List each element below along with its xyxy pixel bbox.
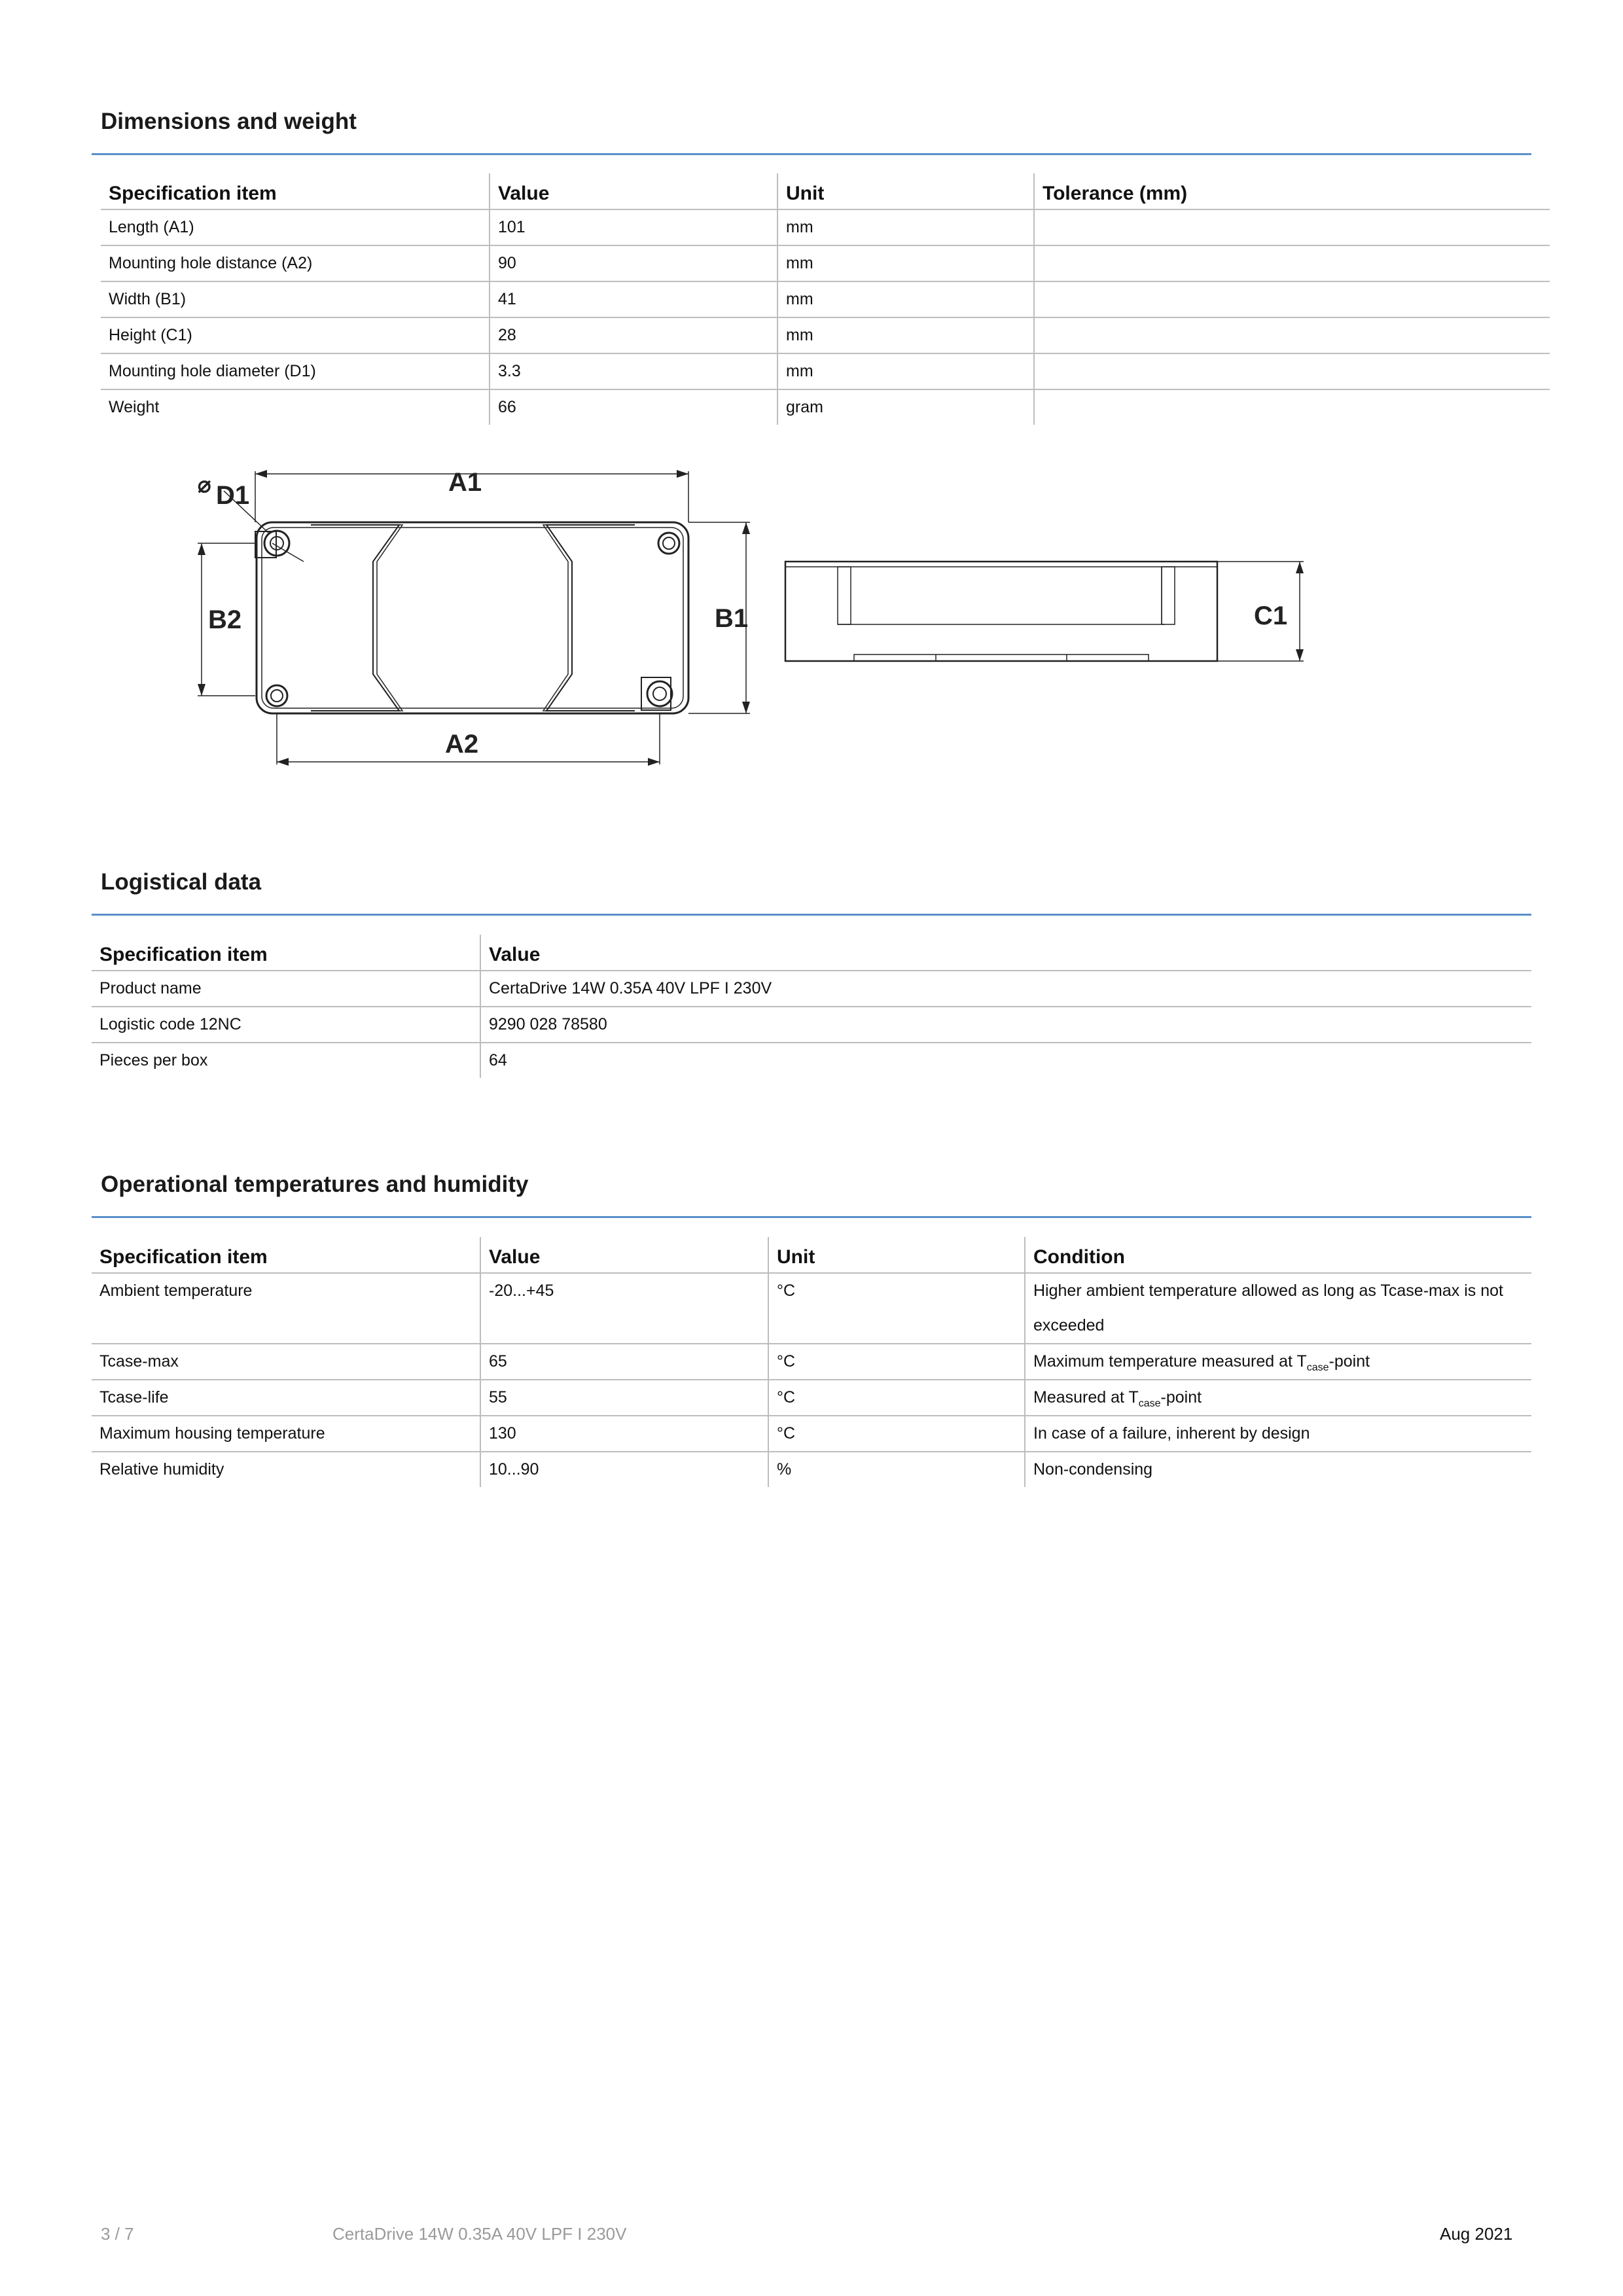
table-cell: Tcase-max <box>92 1344 480 1380</box>
table-cell: Relative humidity <box>99 1460 224 1479</box>
table-cell: Ambient temperature <box>92 1273 480 1344</box>
condition-text: Maximum temperature measured at T <box>1033 1352 1307 1371</box>
dimension-drawing <box>183 452 1322 772</box>
condition-text: Non-condensing <box>1033 1460 1153 1479</box>
table-cell: CertaDrive 14W 0.35A 40V LPF I 230V <box>480 971 1531 1007</box>
table-row <box>101 209 1550 245</box>
table-row <box>92 1344 1531 1380</box>
operational-table <box>92 1237 1531 1487</box>
table-cell: Maximum housing temperature <box>92 1416 480 1452</box>
table-cell <box>1025 1416 1531 1452</box>
table-cell: 10...90 <box>480 1452 768 1487</box>
table-cell: 101 <box>490 209 777 245</box>
table-row <box>92 1273 1531 1344</box>
header-cell: Value <box>490 173 777 209</box>
table-cell: 130 <box>480 1416 768 1452</box>
label-d1: D1 <box>216 481 250 510</box>
logistical-table <box>92 935 1531 1078</box>
table-cell: mm <box>777 353 1034 389</box>
side-view-body <box>785 562 1217 661</box>
condition-text: In case of a failure, inherent by design <box>1033 1424 1310 1443</box>
table-cell: Pieces per box <box>99 1051 208 1069</box>
table-cell: mm <box>777 281 1034 317</box>
label-b2: B2 <box>208 605 242 634</box>
table-cell: mm <box>777 317 1034 353</box>
table-cell: 64 <box>480 1043 1531 1078</box>
table-cell <box>1025 1273 1531 1344</box>
table-row <box>92 1007 1531 1043</box>
table-header-row <box>92 1237 1531 1273</box>
section-title-operational: Operational temperatures and humidity <box>101 1172 529 1197</box>
table-cell: 55 <box>480 1380 768 1416</box>
table-cell <box>1034 209 1550 245</box>
condition-subscript: case <box>1138 1398 1161 1409</box>
table-cell: Mounting hole distance (A2) <box>101 245 490 281</box>
section-title-logistical: Logistical data <box>101 869 262 895</box>
table-cell <box>1025 1452 1531 1487</box>
table-row <box>101 281 1550 317</box>
table-cell <box>1025 1344 1531 1380</box>
header-cell: Unit <box>768 1237 1025 1273</box>
header-cell: Specification item <box>92 1237 480 1273</box>
footer-product-name: CertaDrive 14W 0.35A 40V LPF I 230V <box>332 2224 627 2244</box>
table-cell <box>1034 389 1550 425</box>
table-cell: gram <box>777 389 1034 425</box>
section-rule <box>92 153 1531 155</box>
header-cell: Value <box>480 935 1531 971</box>
table-cell: 41 <box>490 281 777 317</box>
label-a2: A2 <box>445 730 479 759</box>
top-view-body <box>257 522 688 713</box>
condition-text: Measured at T <box>1033 1388 1139 1407</box>
section-rule <box>92 1216 1531 1218</box>
header-cell: Specification item <box>92 935 480 971</box>
table-cell: % <box>768 1452 1025 1487</box>
table-cell: 28 <box>490 317 777 353</box>
table-cell: mm <box>777 245 1034 281</box>
header-cell: Condition <box>1025 1237 1531 1273</box>
table-cell: 65 <box>480 1344 768 1380</box>
table-cell: °C <box>768 1344 1025 1380</box>
table-row <box>101 317 1550 353</box>
table-row <box>101 353 1550 389</box>
table-cell: Logistic code 12NC <box>92 1007 480 1043</box>
table-cell: Length (A1) <box>101 209 490 245</box>
table-cell: mm <box>777 209 1034 245</box>
table-cell <box>1025 1380 1531 1416</box>
dimensions-table <box>101 173 1550 425</box>
table-cell: °C <box>768 1273 1025 1344</box>
table-cell: 3.3 <box>490 353 777 389</box>
header-cell: Value <box>480 1237 768 1273</box>
table-cell <box>1034 245 1550 281</box>
section-title-dimensions: Dimensions and weight <box>101 109 357 134</box>
table-row <box>92 1452 1531 1487</box>
table-header-row <box>92 935 1531 971</box>
table-cell: Tcase-life <box>92 1380 480 1416</box>
condition-suffix: -point <box>1329 1352 1370 1371</box>
table-cell <box>1034 317 1550 353</box>
condition-subscript: case <box>1306 1362 1329 1373</box>
table-cell: 90 <box>490 245 777 281</box>
header-cell: Tolerance (mm) <box>1034 173 1550 209</box>
table-cell: Weight <box>109 398 160 416</box>
table-cell <box>1034 281 1550 317</box>
header-cell: Unit <box>777 173 1034 209</box>
footer-date: Aug 2021 <box>1440 2224 1513 2244</box>
section-rule <box>92 914 1531 916</box>
condition-text: Higher ambient temperature allowed as long as Tcase-max is not exceeded <box>1033 1282 1503 1335</box>
mounting-hole <box>266 685 287 706</box>
mounting-hole <box>647 681 672 706</box>
table-header-row <box>101 173 1550 209</box>
table-row <box>92 1380 1531 1416</box>
label-d1-symbol: ⌀ <box>198 473 211 497</box>
label-b1: B1 <box>715 604 749 633</box>
table-row <box>92 971 1531 1007</box>
header-cell: Specification item <box>101 173 490 209</box>
footer-page-number: 3 / 7 <box>101 2224 134 2244</box>
table-cell <box>1034 353 1550 389</box>
mounting-hole <box>658 533 679 554</box>
label-a1: A1 <box>448 468 482 497</box>
table-cell: -20...+45 <box>480 1273 768 1344</box>
table-cell: Mounting hole diameter (D1) <box>101 353 490 389</box>
table-cell: 9290 028 78580 <box>480 1007 1531 1043</box>
table-cell: °C <box>768 1416 1025 1452</box>
table-cell: Height (C1) <box>101 317 490 353</box>
table-cell: Width (B1) <box>101 281 490 317</box>
table-row <box>92 1043 1531 1078</box>
table-row <box>101 245 1550 281</box>
table-cell: °C <box>768 1380 1025 1416</box>
table-row <box>101 389 1550 425</box>
table-cell: Product name <box>92 971 480 1007</box>
table-cell: 66 <box>490 389 777 425</box>
table-row <box>92 1416 1531 1452</box>
label-c1: C1 <box>1254 601 1288 630</box>
condition-suffix: -point <box>1160 1388 1202 1407</box>
